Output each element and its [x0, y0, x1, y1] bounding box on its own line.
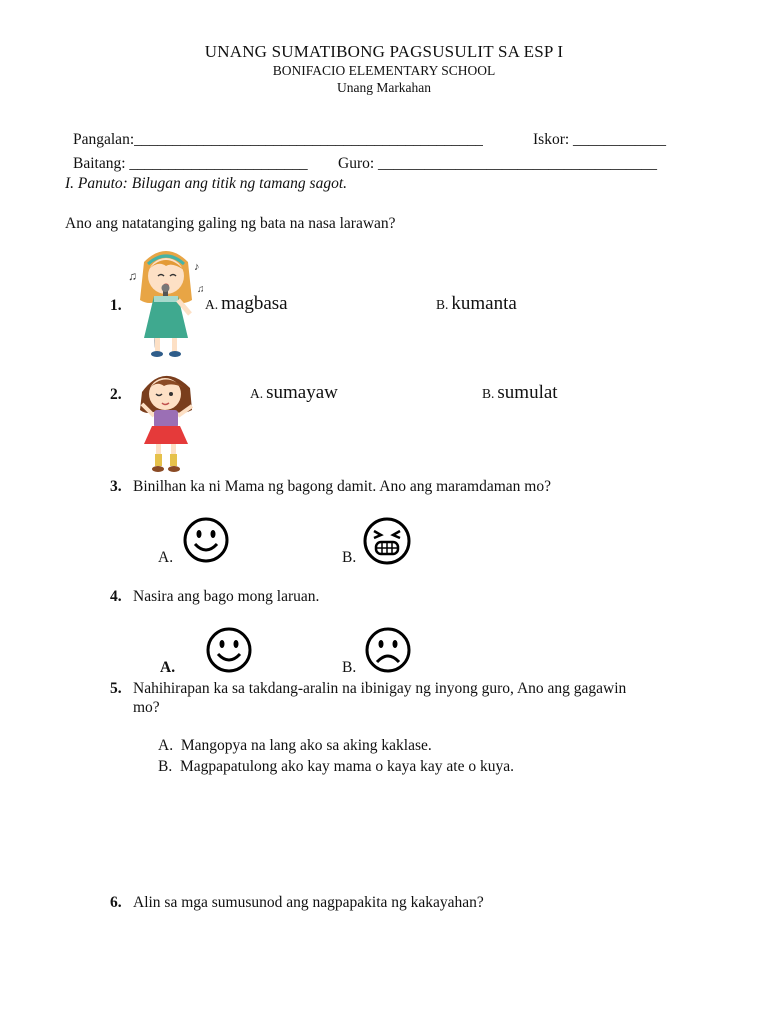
crying-face-icon[interactable] [362, 516, 412, 566]
item-6-question: Alin sa mga sumusunod ang nagpapakita ng kakayahan? [133, 894, 484, 911]
option-text: kumanta [451, 293, 517, 314]
smiley-face-icon[interactable] [205, 626, 253, 674]
item-1-option-b[interactable] [436, 293, 517, 315]
item-4-option-b-letter[interactable]: B. [342, 659, 357, 676]
item-5-option-a[interactable] [158, 737, 432, 755]
option-letter: B. [482, 386, 495, 401]
sad-face-icon[interactable] [364, 626, 412, 674]
item-5-question-line1: Nahihirapan ka sa takdang-aralin na ibinigay ng inyong guro, Ano ang gagawin [133, 680, 627, 697]
item-5-question-line2: mo? [133, 699, 160, 716]
item-5-option-b[interactable] [158, 758, 514, 776]
item-4-question: Nasira ang bago mong laruan. [133, 588, 320, 605]
option-text: Mangopya na lang ako sa aking kaklase. [180, 737, 432, 754]
dancing-girl-illustration [134, 366, 200, 481]
item-3-option-b-letter[interactable]: B. [342, 549, 357, 566]
option-letter: B. [158, 758, 173, 775]
item-4-option-a-letter[interactable]: A. [160, 659, 176, 676]
page-title: UNANG SUMATIBONG PAGSUSULIT SA ESP I [204, 42, 564, 61]
item-1-number: 1. [110, 297, 122, 314]
singing-girl-illustration [122, 240, 212, 367]
smiley-face-icon[interactable] [182, 516, 230, 564]
item-2-option-a[interactable] [250, 382, 338, 404]
item-3-question: Binilhan ka ni Mama ng bagong damit. Ano ang maramdaman mo? [133, 478, 551, 495]
option-text: magbasa [221, 293, 288, 314]
instruction: I. Panuto: Bilugan ang titik ng tamang sagot. [65, 175, 347, 192]
option-text: sumayaw [266, 382, 338, 403]
guro-field[interactable]: Guro: ____________________________________ [338, 155, 658, 172]
item-2-option-b[interactable] [482, 382, 558, 404]
item-6-number: 6. [110, 894, 122, 911]
intro-question: Ano ang natatanging galing ng bata na nasa larawan? [65, 215, 396, 232]
item-3-option-a-letter[interactable]: A. [158, 549, 174, 566]
svg-text:♪: ♪ [194, 261, 200, 273]
item-5-number: 5. [110, 680, 122, 697]
school-name: BONIFACIO ELEMENTARY SCHOOL [272, 63, 496, 78]
item-4-number: 4. [110, 588, 122, 605]
pangalan-field[interactable]: Pangalan:_____________________________________________ [73, 131, 483, 148]
option-letter: A. [250, 386, 264, 401]
option-letter: A. [158, 737, 174, 754]
iskor-field[interactable]: Iskor: ____________ [533, 131, 667, 148]
svg-text:♫: ♫ [128, 269, 137, 283]
baitang-field[interactable]: Baitang: _______________________ [73, 155, 308, 172]
quarter-label: Unang Markahan [336, 80, 432, 95]
option-letter: B. [436, 297, 449, 312]
option-text: Magpapatulong ako kay mama o kaya kay ate o kuya. [179, 758, 514, 775]
option-text: sumulat [497, 382, 558, 403]
item-1-option-a[interactable] [205, 293, 288, 315]
item-3-number: 3. [110, 478, 122, 495]
option-letter: A. [205, 297, 219, 312]
svg-text:♫: ♫ [197, 284, 205, 295]
item-2-number: 2. [110, 386, 122, 403]
